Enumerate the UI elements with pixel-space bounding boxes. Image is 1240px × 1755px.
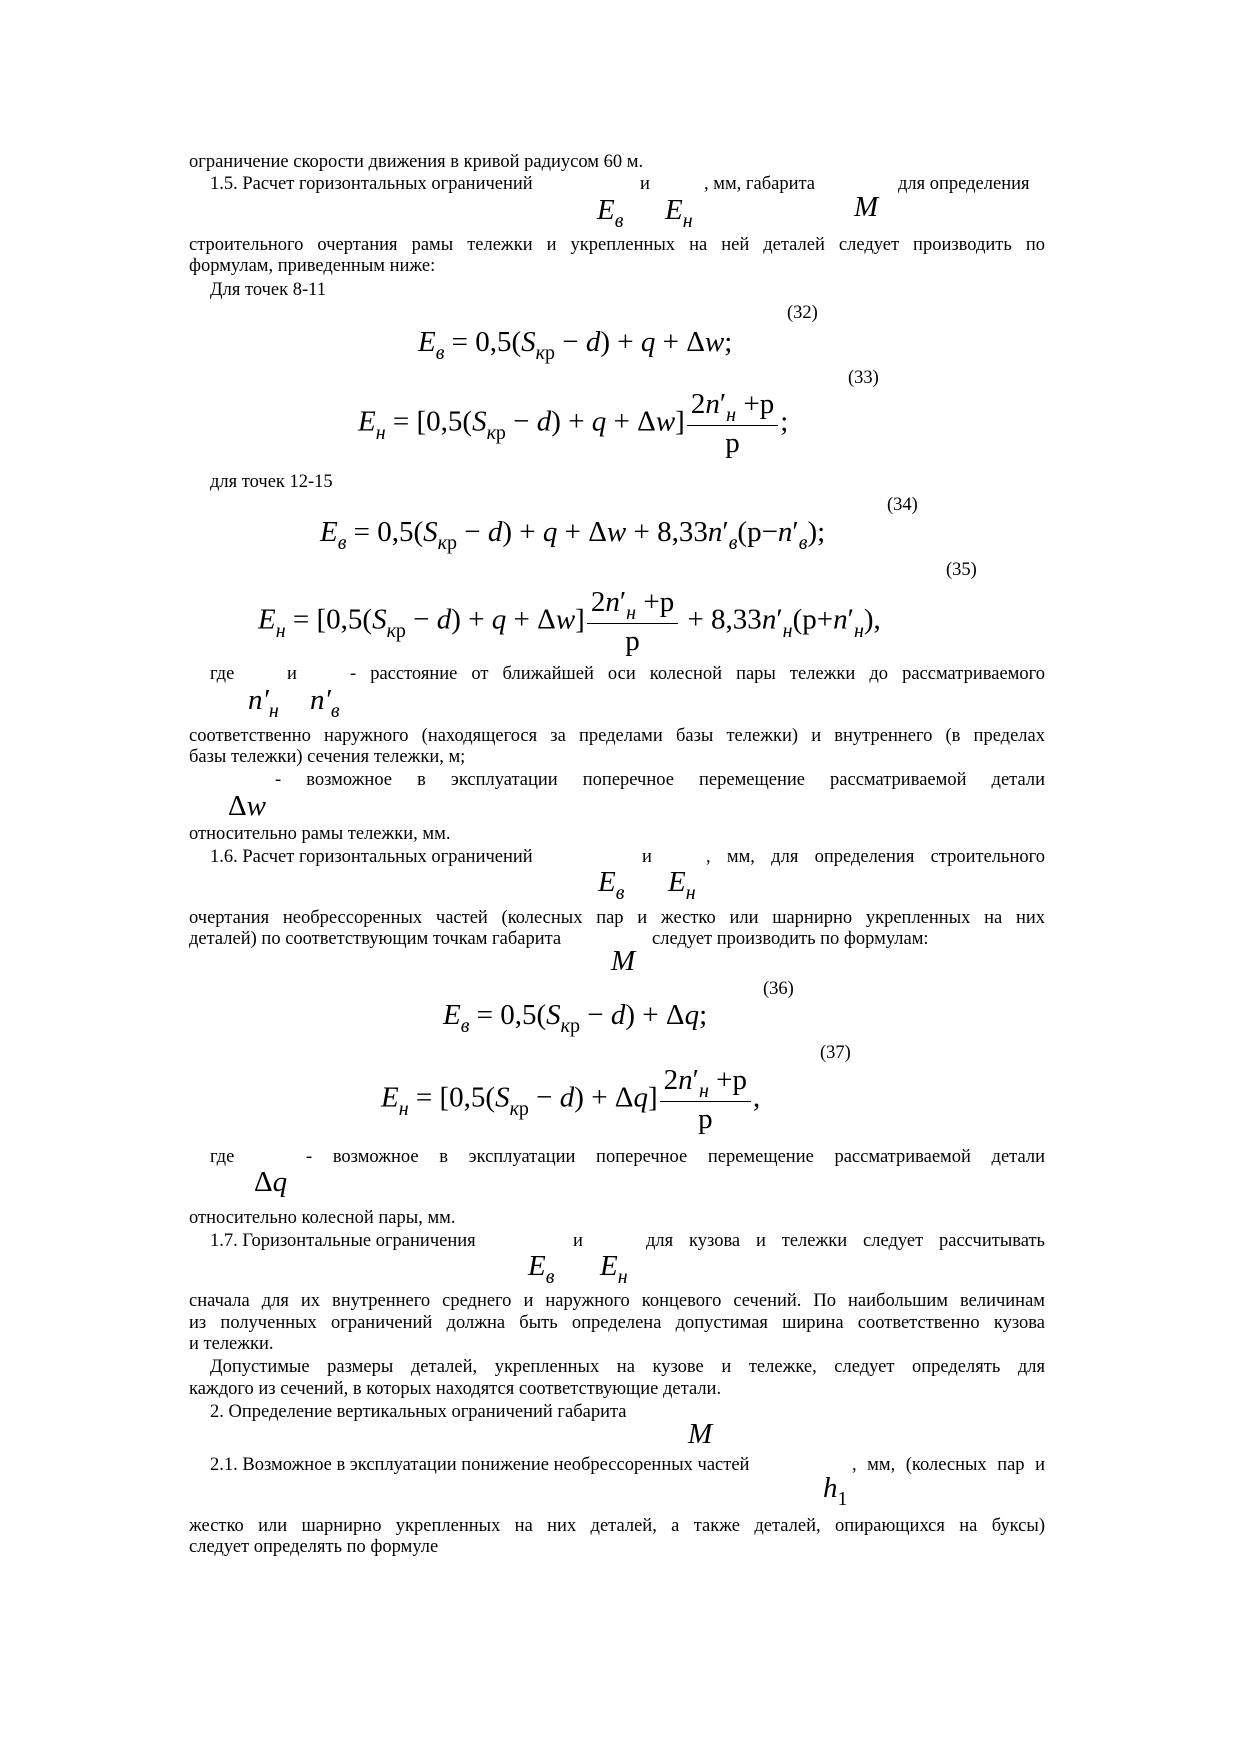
inline-formula-n-prime-v: $n'_в$ (310, 684, 340, 722)
text-line: для точек 12-15 (210, 472, 333, 492)
text-line: и (573, 1231, 583, 1251)
inline-formula-Ev: $E_в$ (598, 866, 625, 904)
text-line: для кузова и тележки следует рассчитывать (646, 1231, 1045, 1251)
text-line: и (287, 664, 297, 684)
text-line: строительного очертания рамы тележки и укрепленных на ней деталей следует производить по (189, 235, 1045, 255)
text-line: деталей) по соответствующим точкам габарита (189, 929, 562, 949)
inline-formula-En: $E_н$ (600, 1250, 628, 1288)
equation-number: (34) (887, 495, 918, 515)
text-line: 2.1. Возможное в эксплуатации понижение необрессоренных частей (210, 1455, 750, 1475)
text-line: - расстояние от ближайшей оси колесной пары тележки до рассматриваемого (350, 664, 1045, 684)
inline-formula-h1: $h_1$ (823, 1472, 848, 1510)
text-line: 1.7. Горизонтальные ограничения (210, 1231, 476, 1251)
text-line: 1.6. Расчет горизонтальных ограничений (210, 847, 533, 867)
inline-formula-delta-q: Δq (254, 1166, 288, 1198)
text-line: базы тележки) сечения тележки, м; (189, 747, 466, 767)
text-line: где (210, 1147, 235, 1167)
equation-number: (37) (820, 1043, 851, 1063)
text-line: и (640, 174, 650, 194)
equation-37: $E_н = [0,5(S_{кр} - d) + \Delta q]$ $\frac{2n'_н +р}{р}$ , (381, 1064, 761, 1135)
text-line: 1.5. Расчет горизонтальных ограничений (210, 174, 533, 194)
equation-number: (35) (946, 560, 977, 580)
equation-number: (32) (787, 303, 818, 323)
inline-formula-En: $E_н$ (668, 866, 696, 904)
text-line: Для точек 8-11 (210, 280, 326, 300)
text-line: - возможное в эксплуатации поперечное перемещение рассматриваемой детали (306, 1147, 1045, 1167)
equation-32: $E_в = 0,5(S_{кр} - d) + q + \Delta w$; (418, 326, 733, 364)
text-line: , мм, для определения строительного (706, 847, 1045, 867)
equation-36: $E_в = 0,5(S_{кр} - d) + \Delta q$; (443, 999, 708, 1037)
text-line: для определения (898, 174, 1030, 194)
text-line: относительно рамы тележки, мм. (189, 824, 451, 844)
text-line: Допустимые размеры деталей, укрепленных на кузове и тележке, следует определять для (210, 1357, 1045, 1377)
text-line: жестко или шарнирно укрепленных на них деталей, а также деталей, опирающихся на буксы) (189, 1516, 1045, 1536)
text-line: , мм, габарита (704, 174, 816, 194)
text-line: каждого из сечений, в которых находятся соответствующие детали. (189, 1379, 722, 1399)
inline-formula-M: M (688, 1418, 713, 1450)
text-line: очертания необрессоренных частей (колесных пар и жестко или шарнирно укрепленных на них (189, 908, 1045, 928)
text-line: и тележки. (189, 1334, 274, 1354)
text-line: сначала для их внутреннего среднего и наружного концевого сечений. По наибольшим величинам (189, 1291, 1045, 1311)
equation-34: $E_в = 0,5(S_{кр} - d) + q + \Delta w + 8,33n'_в(р-n'_в)$; (320, 516, 826, 554)
text-line: относительно колесной пары, мм. (189, 1208, 456, 1228)
text-line: где (210, 664, 235, 684)
text-line: соответственно наружного (находящегося за пределами базы тележки) и внутреннего (в пределах (189, 726, 1045, 746)
equation-35: $E_н = [0,5(S_{кр} - d) + q + \Delta w]$ $\frac{2n'_н +р}{р}$ + $8,33n'_н(р+n'_н)$, (258, 586, 881, 657)
text-line: из полученных ограничений должна быть определена допустимая ширина соответственно кузова (189, 1313, 1045, 1333)
text-line: , мм, (колесных пар и (852, 1455, 1045, 1475)
inline-formula-Ev: $E_в$ (597, 194, 624, 232)
inline-formula-En: $E_н$ (665, 194, 693, 232)
inline-formula-M: M (854, 191, 879, 223)
text-line: следует определять по формуле (189, 1537, 439, 1557)
equation-number: (36) (763, 979, 794, 999)
inline-formula-Ev: $E_в$ (528, 1250, 555, 1288)
text-line: формулам, приведенным ниже: (189, 256, 436, 276)
text-line: следует производить по формулам: (652, 929, 929, 949)
text-line: и (642, 847, 652, 867)
text-line: 2. Определение вертикальных ограничений габарита (210, 1402, 627, 1422)
text-line: - возможное в эксплуатации поперечное перемещение рассматриваемой детали (275, 770, 1045, 790)
equation-number: (33) (848, 368, 879, 388)
inline-formula-M: M (611, 945, 636, 977)
equation-33: $E_н = [0,5(S_{кр} - d) + q + \Delta w]$ $\frac{2n'_н +р}{р}$ ; (358, 388, 789, 459)
inline-formula-n-prime-n: $n'_н$ (248, 684, 279, 722)
inline-formula-delta-w: Δw (228, 790, 266, 822)
text-line: ограничение скорости движения в кривой радиусом 60 м. (189, 152, 644, 172)
